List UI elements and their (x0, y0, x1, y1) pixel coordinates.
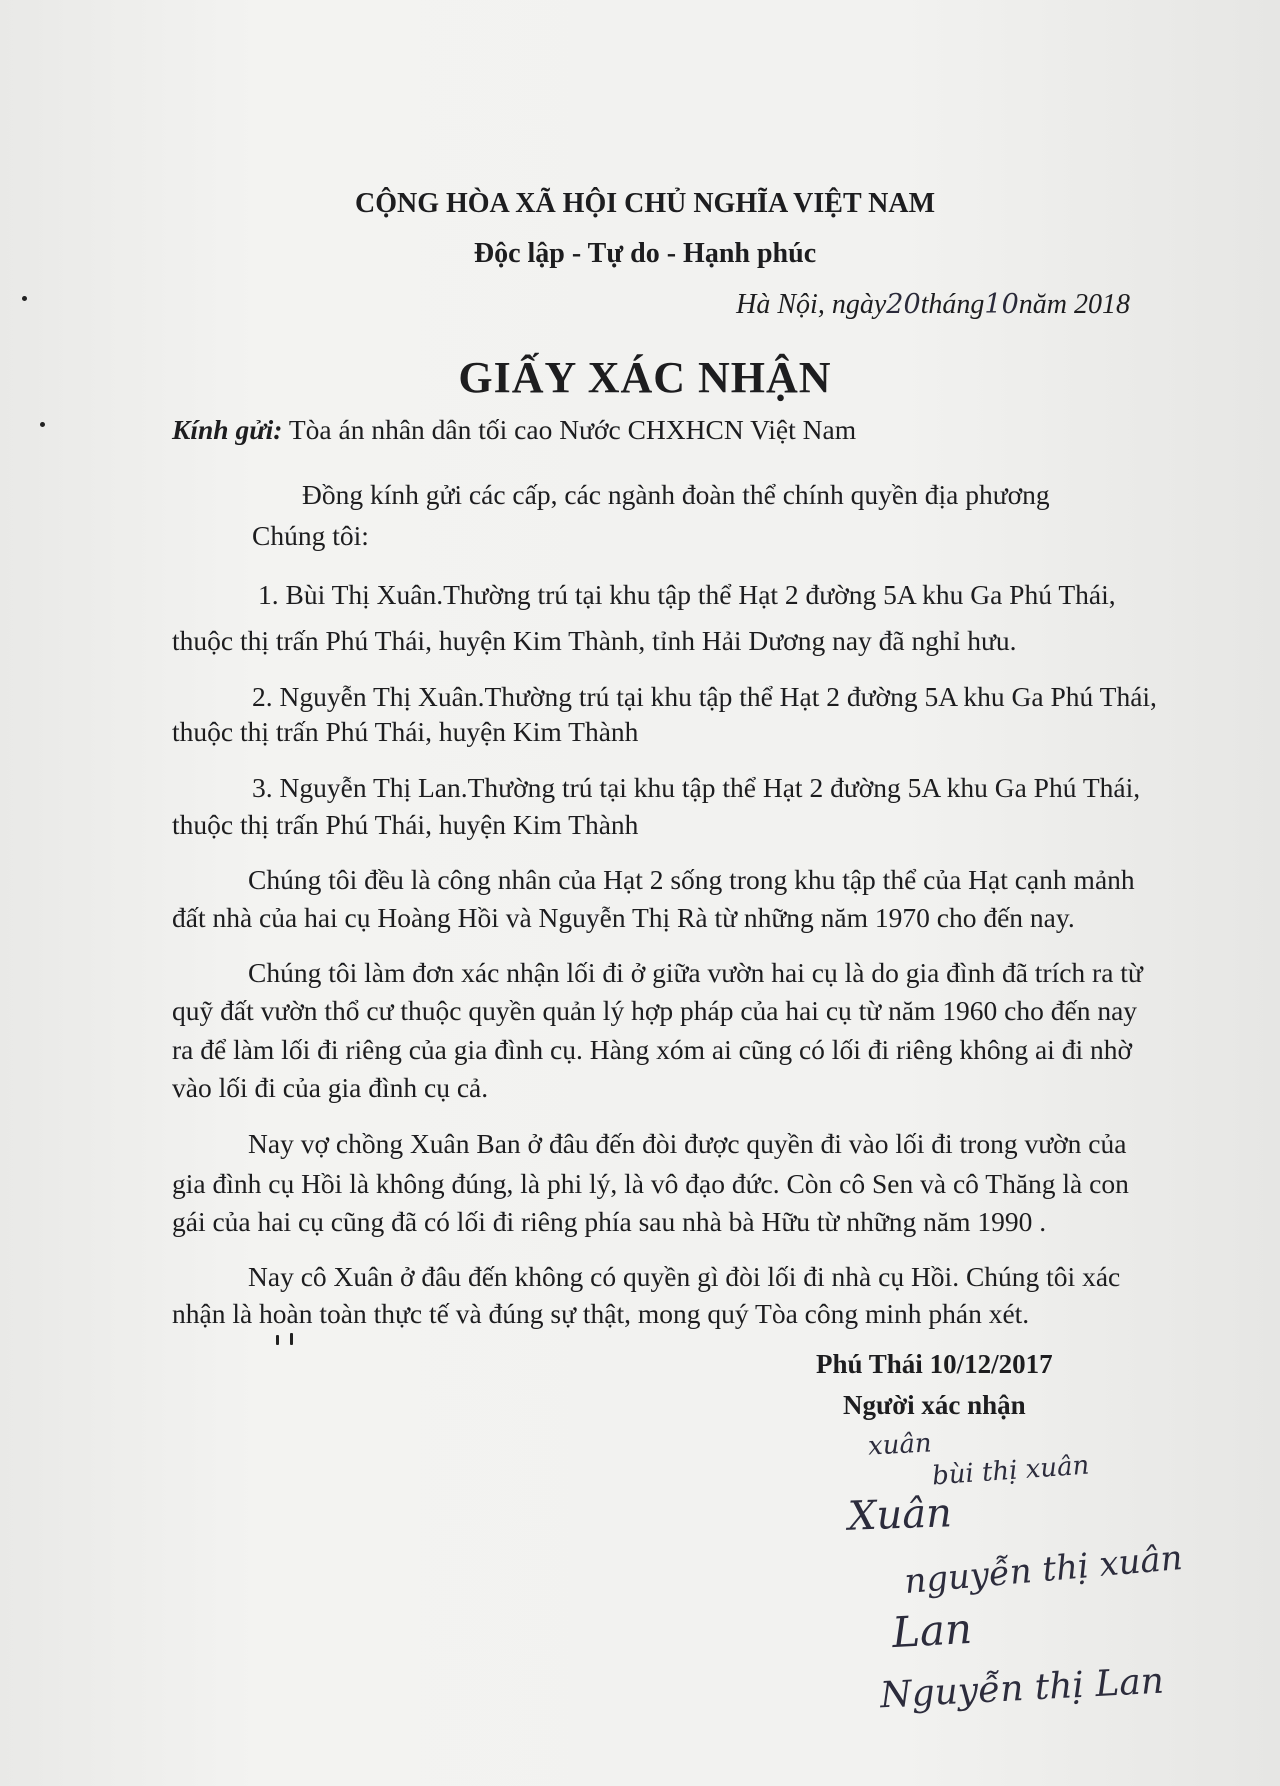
paragraph-2-line-4: vào lối đi của gia đình cụ cả. (172, 1072, 489, 1103)
paragraph-4-line-1: Nay cô Xuân ở đâu đến không có quyền gì đòi lối đi nhà cụ Hồi. Chúng tôi xác (248, 1261, 1121, 1292)
recipient-line (172, 414, 856, 446)
person-3-line-1: 3. Nguyễn Thị Lan.Thường trú tại khu tập thể Hạt 2 đường 5A khu Ga Phú Thái, (252, 772, 1141, 803)
date-place: Hà Nội, ngày (736, 289, 887, 320)
ink-dot (22, 296, 27, 301)
footer-place-date: Phú Thái 10/12/2017 (816, 1349, 1053, 1379)
motto: Độc lập - Tự do - Hạnh phúc (473, 238, 817, 269)
date-month: 10 (984, 289, 1019, 320)
document-title: GIẤY XÁC NHẬN (458, 353, 832, 402)
country-header: CỘNG HÒA XÃ HỘI CHỦ NGHĨA VIỆT NAM (354, 188, 936, 219)
person-3-line-2: thuộc thị trấn Phú Thái, huyện Kim Thành (172, 809, 639, 840)
paragraph-2-line-1: Chúng tôi làm đơn xác nhận lối đi ở giữa vườn hai cụ là do gia đình đã trích ra từ (248, 957, 1143, 988)
cc-line: Đồng kính gửi các cấp, các ngành đoàn thể chính quyền địa phương (302, 479, 1050, 510)
person-1-line-1: 1. Bùi Thị Xuân.Thường trú tại khu tập thể Hạt 2 đường 5A khu Ga Phú Thái, (258, 579, 1116, 610)
signature-2-short: Xuân (847, 1490, 953, 1540)
recipient-label: Kính gửi: (172, 414, 283, 445)
paragraph-3-line-1: Nay vợ chồng Xuân Ban ở đâu đến đòi được quyền đi vào lối đi trong vườn của (248, 1128, 1127, 1159)
ink-dot (40, 422, 45, 427)
person-2-line-1: 2. Nguyễn Thị Xuân.Thường trú tại khu tập thể Hạt 2 đường 5A khu Ga Phú Thái, (252, 681, 1157, 712)
intro: Chúng tôi: (252, 520, 369, 551)
person-1-line-2: thuộc thị trấn Phú Thái, huyện Kim Thành, tỉnh Hải Dương nay đã nghỉ hưu. (172, 625, 1017, 656)
date-line (736, 289, 1130, 321)
paragraph-1-line-2: đất nhà của hai cụ Hoàng Hồi và Nguyễn Thị Rà từ những năm 1970 cho đến nay. (172, 902, 1075, 933)
paragraph-3-line-2: gia đình cụ Hồi là không đúng, là phi lý, là vô đạo đức. Còn cô Sen và cô Thăng là con (172, 1168, 1129, 1199)
ink-mark (276, 1335, 279, 1345)
paragraph-2-line-3: ra để làm lối đi riêng của gia đình cụ. Hàng xóm ai cũng có lối đi riêng không ai đi nhờ (172, 1034, 1133, 1065)
date-day: 20 (886, 289, 921, 320)
date-year: năm 2018 (1018, 289, 1130, 320)
signature-2-full: nguyễn thị xuân (902, 1537, 1185, 1603)
paragraph-2-line-2: quỹ đất vườn thổ cư thuộc quyền quản lý hợp pháp của hai cụ từ năm 1960 cho đến nay (172, 995, 1138, 1026)
handwritten-signatures (820, 1430, 1220, 1760)
recipient-text: Tòa án nhân dân tối cao Nước CHXHCN Việt Nam (288, 414, 857, 445)
paragraph-3-line-3: gái của hai cụ cũng đã có lối đi riêng phía sau nhà bà Hữu từ những năm 1990 . (172, 1206, 1047, 1237)
paragraph-1-line-1: Chúng tôi đều là công nhân của Hạt 2 sống trong khu tập thể của Hạt cạnh mảnh (248, 864, 1135, 895)
paragraph-4-line-2: nhận là hoàn toàn thực tế và đúng sự thật, mong quý Tòa công minh phán xét. (172, 1298, 1030, 1329)
footer-signer-label: Người xác nhận (843, 1390, 1026, 1420)
person-2-line-2: thuộc thị trấn Phú Thái, huyện Kim Thành (172, 716, 639, 747)
ink-mark (290, 1333, 293, 1345)
signature-3-short: Lan (890, 1603, 974, 1658)
signature-3-full: Nguyễn thị Lan (879, 1660, 1165, 1717)
signature-1-full: bùi thị xuân (931, 1450, 1091, 1492)
signature-1-short: xuân (867, 1428, 933, 1462)
date-month-label: tháng (920, 289, 985, 320)
